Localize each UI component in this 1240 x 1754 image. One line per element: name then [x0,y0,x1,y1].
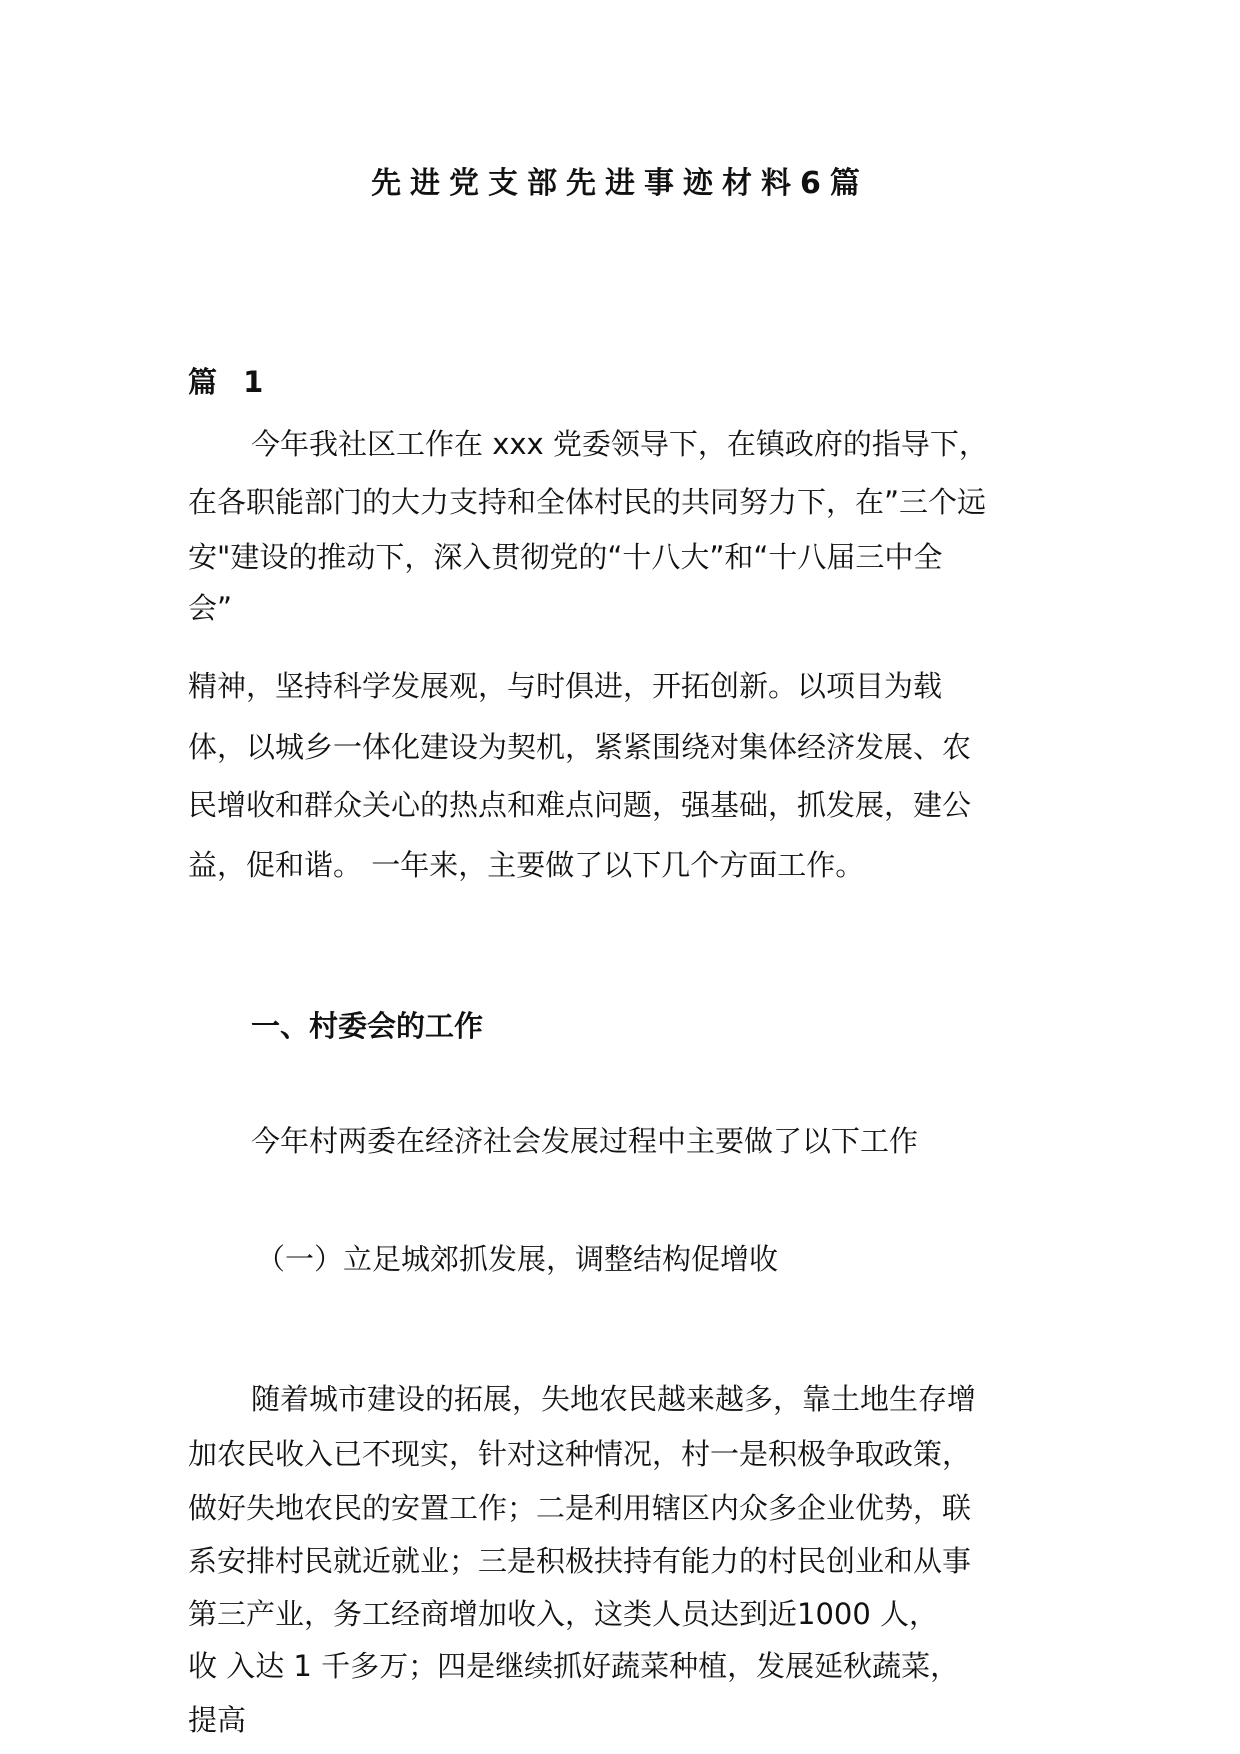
intro-line-8: 益，促和谐。 一年来，主要做了以下几个方面工作。 [188,848,865,882]
intro-line-1: 今年我社区工作在 xxx 党委领导下，在镇政府的指导下， [251,427,988,461]
body-line-2: 加农民收入已不现实，针对这种情况，村一是积极争取政策， [188,1437,972,1471]
body-line-4: 系安排村民就近就业；三是积极扶持有能力的村民创业和从事 [188,1544,972,1578]
intro-line-7: 民增收和群众关心的热点和难点问题，强基础，抓发展，建公 [188,788,972,822]
section-heading: 一、村委会的工作 [251,1009,484,1043]
body-line-3: 做好失地农民的安置工作；二是利用辖区内众多企业优势，联 [188,1491,972,1525]
body-line-5: 第三产业，务工经商增加收入，这类人员达到近1000 人， [188,1597,939,1631]
intro-line-6: 体，以城乡一体化建设为契机，紧紧围绕对集体经济发展、农 [188,730,972,764]
intro-line-4: 会” [188,591,233,625]
document-title: 先进党支部先进事迹材料6篇 [371,166,869,201]
body-line-6: 收 入达 1 千多万；四是继续抓好蔬菜种植，发展延秋蔬菜， [188,1649,960,1683]
subsection-heading: （一）立足城郊抓发展，调整结构促增收 [256,1242,779,1276]
intro-line-3: 安"建设的推动下，深入贯彻党的“十八大”和“十八届三中全 [188,540,943,574]
body-line-1: 随着城市建设的拓展，失地农民越来越多，靠土地生存增 [251,1382,977,1416]
body-line-7: 提高 [188,1703,247,1737]
chapter-heading: 篇 1 [188,365,272,399]
intro-line-2: 在各职能部门的大力支持和全体村民的共同努力下，在”三个远 [188,485,987,519]
intro-line-5: 精神，坚持科学发展观，与时俱进，开拓创新。以项目为载 [188,669,943,703]
section-intro: 今年村两委在经济社会发展过程中主要做了以下工作 [251,1124,919,1158]
